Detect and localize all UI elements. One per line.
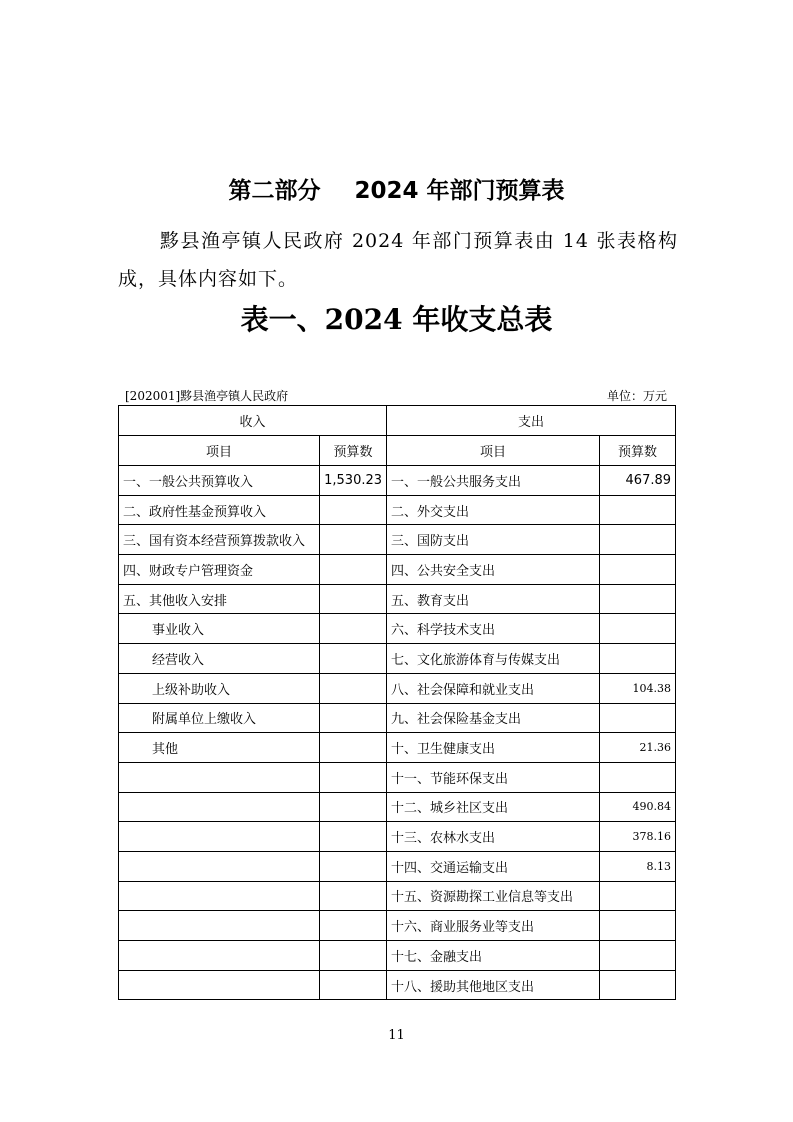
expense-amount-cell — [600, 495, 676, 525]
income-item-cell — [119, 911, 320, 941]
income-amount-cell — [320, 822, 387, 852]
expense-amount-cell — [600, 881, 676, 911]
table-row — [119, 941, 676, 971]
table-row — [119, 673, 676, 703]
intro-paragraph: 黟县渔亭镇人民政府 2024 年部门预算表由 14 张表格构成，具体内容如下。 — [118, 230, 678, 290]
expense-item-cell: 三、国防支出 — [387, 525, 600, 555]
income-item-cell: 附属单位上缴收入 — [119, 703, 320, 733]
expense-amount-header: 预算数 — [600, 436, 676, 466]
page-number: 11 — [388, 1028, 405, 1043]
table-row — [119, 584, 676, 614]
expense-amount-cell — [600, 762, 676, 792]
expense-header: 支出 — [387, 406, 676, 436]
income-item-cell — [119, 970, 320, 1000]
expense-amount-cell — [600, 703, 676, 733]
income-item-cell: 二、政府性基金预算收入 — [119, 495, 320, 525]
expense-item-cell: 五、教育支出 — [387, 584, 600, 614]
income-item-cell: 一、一般公共预算收入 — [119, 466, 320, 496]
income-amount-cell — [320, 703, 387, 733]
expense-item-cell: 八、社会保障和就业支出 — [387, 673, 600, 703]
expense-item-cell: 十四、交通运输支出 — [387, 851, 600, 881]
income-item-cell: 其他 — [119, 733, 320, 763]
expense-item-cell: 七、文化旅游体育与传媒支出 — [387, 644, 600, 674]
expense-amount-cell: 490.84 — [600, 792, 676, 822]
income-amount-header: 预算数 — [320, 436, 387, 466]
income-amount-cell — [320, 881, 387, 911]
expense-item-cell: 一、一般公共服务支出 — [387, 466, 600, 496]
expense-amount-cell — [600, 644, 676, 674]
income-item-cell — [119, 822, 320, 852]
income-amount-cell — [320, 762, 387, 792]
income-amount-cell — [320, 851, 387, 881]
expense-item-cell: 十三、农林水支出 — [387, 822, 600, 852]
expense-item-cell: 十一、节能环保支出 — [387, 762, 600, 792]
table-title: 表一、2024 年收支总表 — [240, 303, 553, 336]
income-amount-cell — [320, 941, 387, 971]
expense-amount-cell — [600, 941, 676, 971]
table-row — [119, 762, 676, 792]
table-row — [119, 792, 676, 822]
income-header: 收入 — [119, 406, 387, 436]
income-item-header: 项目 — [119, 436, 320, 466]
expense-amount-cell — [600, 555, 676, 585]
expense-item-cell: 十八、援助其他地区支出 — [387, 970, 600, 1000]
expense-amount-cell — [600, 525, 676, 555]
part-title — [0, 172, 793, 205]
expense-item-cell: 二、外交支出 — [387, 495, 600, 525]
organization-label: [202001]黟县渔亭镇人民政府 — [125, 389, 289, 403]
income-amount-cell: 1,530.23 — [320, 466, 387, 496]
expense-amount-cell — [600, 970, 676, 1000]
table-row — [119, 822, 676, 852]
income-amount-cell — [320, 525, 387, 555]
income-amount-cell — [320, 644, 387, 674]
income-amount-cell — [320, 733, 387, 763]
income-item-cell: 事业收入 — [119, 614, 320, 644]
table-row — [119, 614, 676, 644]
table-row — [119, 525, 676, 555]
expense-item-cell: 六、科学技术支出 — [387, 614, 600, 644]
expense-item-cell: 四、公共安全支出 — [387, 555, 600, 585]
table-row — [119, 555, 676, 585]
expense-amount-cell — [600, 911, 676, 941]
income-item-cell — [119, 851, 320, 881]
expense-item-cell: 十二、城乡社区支出 — [387, 792, 600, 822]
expense-item-cell: 十、卫生健康支出 — [387, 733, 600, 763]
table-row — [119, 703, 676, 733]
expense-amount-cell: 378.16 — [600, 822, 676, 852]
income-item-cell — [119, 762, 320, 792]
table-row — [119, 911, 676, 941]
income-amount-cell — [320, 911, 387, 941]
income-item-cell — [119, 792, 320, 822]
income-amount-cell — [320, 673, 387, 703]
table-row — [119, 881, 676, 911]
income-item-cell: 经营收入 — [119, 644, 320, 674]
table-row — [119, 851, 676, 881]
income-amount-cell — [320, 792, 387, 822]
table-row — [119, 970, 676, 1000]
table-row — [119, 466, 676, 496]
expense-item-cell: 十五、资源勘探工业信息等支出 — [387, 881, 600, 911]
header-row-columns — [119, 436, 676, 466]
income-item-cell — [119, 881, 320, 911]
expense-amount-cell: 21.36 — [600, 733, 676, 763]
income-amount-cell — [320, 970, 387, 1000]
income-item-cell: 五、其他收入安排 — [119, 584, 320, 614]
table-row — [119, 644, 676, 674]
income-item-cell: 三、国有资本经营预算拨款收入 — [119, 525, 320, 555]
expense-item-cell: 十七、金融支出 — [387, 941, 600, 971]
income-item-cell: 四、财政专户管理资金 — [119, 555, 320, 585]
expense-item-cell: 十六、商业服务业等支出 — [387, 911, 600, 941]
income-amount-cell — [320, 584, 387, 614]
unit-label: 单位：万元 — [606, 389, 667, 403]
budget-summary-table — [118, 405, 676, 1000]
part-title-right: 2024 年部门预算表 — [354, 178, 565, 204]
expense-amount-cell — [600, 584, 676, 614]
income-item-cell: 上级补助收入 — [119, 673, 320, 703]
expense-amount-cell: 467.89 — [600, 466, 676, 496]
income-amount-cell — [320, 495, 387, 525]
income-amount-cell — [320, 614, 387, 644]
expense-item-cell: 九、社会保险基金支出 — [387, 703, 600, 733]
header-row-group — [119, 406, 676, 436]
table-row — [119, 495, 676, 525]
expense-item-header: 项目 — [387, 436, 600, 466]
income-amount-cell — [320, 555, 387, 585]
expense-amount-cell: 8.13 — [600, 851, 676, 881]
expense-amount-cell: 104.38 — [600, 673, 676, 703]
expense-amount-cell — [600, 614, 676, 644]
part-title-left: 第二部分 — [228, 178, 321, 204]
income-item-cell — [119, 941, 320, 971]
table-row — [119, 733, 676, 763]
